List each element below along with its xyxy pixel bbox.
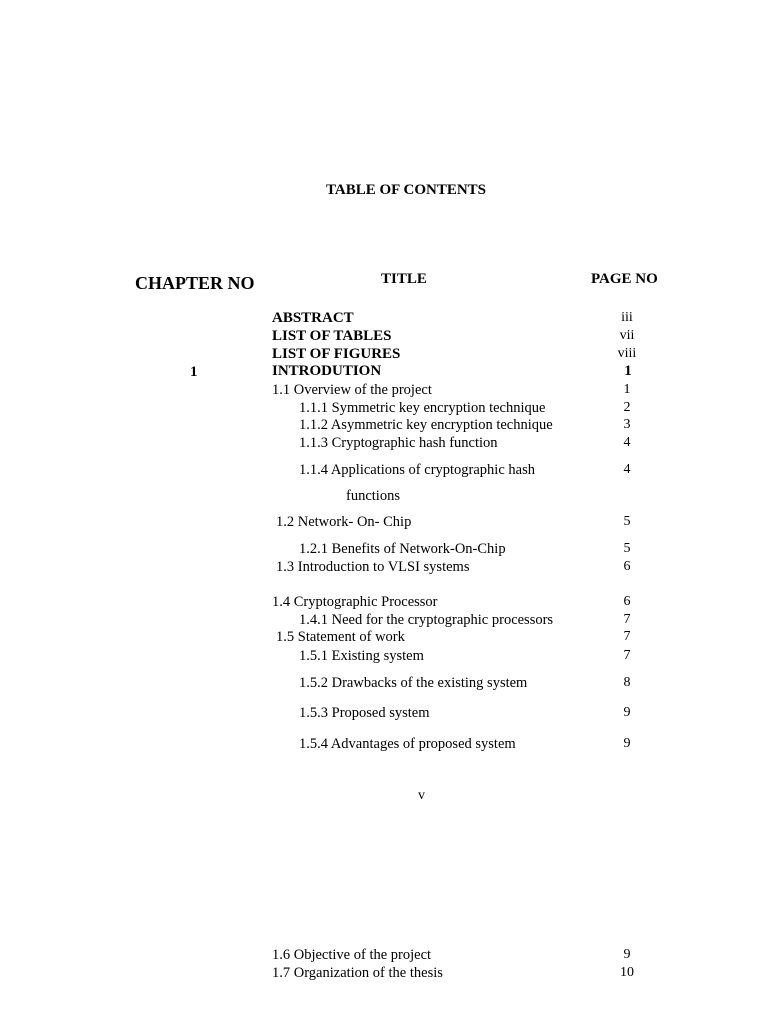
toc-entry-1-5-1: 1.5.1 Existing system: [299, 648, 424, 664]
page-title: TABLE OF CONTENTS: [325, 182, 487, 198]
toc-page-1-4: 6: [623, 594, 631, 609]
toc-entry-1-4: 1.4 Cryptographic Processor: [272, 594, 438, 610]
toc-entry-1-5-2: 1.5.2 Drawbacks of the existing system: [299, 675, 528, 691]
toc-entry-list-of-tables: LIST OF TABLES: [272, 328, 392, 344]
toc-entry-1-6: 1.6 Objective of the project: [272, 947, 432, 963]
toc-entry-1-2-1: 1.2.1 Benefits of Network-On-Chip: [299, 541, 506, 557]
toc-page-1-2-1: 5: [623, 541, 631, 556]
column-header-page: PAGE NO: [591, 271, 658, 287]
toc-page-1-3: 6: [623, 559, 631, 574]
toc-entry-1-1-2: 1.1.2 Asymmetric key encryption technique: [299, 417, 553, 433]
toc-entry-1-1-4: 1.1.4 Applications of cryptographic hash: [299, 462, 535, 478]
toc-entry-1-5-4: 1.5.4 Advantages of proposed system: [299, 736, 516, 752]
toc-page-1-6: 9: [623, 947, 631, 962]
column-header-chapter: CHAPTER NO: [135, 273, 255, 293]
toc-entry-abstract: ABSTRACT: [272, 310, 354, 326]
toc-page-1-7: 10: [620, 965, 634, 980]
chapter-number: 1: [190, 364, 198, 380]
toc-page-introduction: 1: [624, 363, 632, 379]
page-number: v: [418, 788, 425, 803]
toc-entry-1-2: 1.2 Network- On- Chip: [276, 514, 412, 530]
toc-entry-1-1: 1.1 Overview of the project: [272, 382, 432, 398]
toc-page-1-1-1: 2: [623, 400, 631, 415]
column-header-title: TITLE: [381, 271, 427, 287]
toc-page-1-1-2: 3: [623, 417, 631, 432]
toc-entry-1-3: 1.3 Introduction to VLSI systems: [276, 559, 470, 575]
toc-page-list-of-tables: vii: [619, 328, 635, 343]
toc-page-1-1-4: 4: [623, 462, 631, 477]
toc-entry-introduction: INTRODUTION: [272, 363, 382, 379]
toc-page-abstract: iii: [621, 310, 633, 325]
toc-entry-1-1-3: 1.1.3 Cryptographic hash function: [299, 435, 498, 451]
toc-page-1-4-1: 7: [623, 612, 631, 627]
toc-page-1-5-1: 7: [623, 648, 631, 663]
toc-page-1-1-3: 4: [623, 435, 631, 450]
toc-page-1-5-3: 9: [623, 705, 631, 720]
toc-entry-1-5: 1.5 Statement of work: [276, 629, 405, 645]
toc-entry-1-4-1: 1.4.1 Need for the cryptographic processors: [299, 612, 554, 628]
toc-entry-1-5-3: 1.5.3 Proposed system: [299, 705, 430, 721]
toc-entry-1-1-4-continued: functions: [346, 488, 400, 504]
toc-entry-1-1-1: 1.1.1 Symmetric key encryption technique: [299, 400, 546, 416]
toc-page-1-5-4: 9: [623, 736, 631, 751]
toc-entry-list-of-figures: LIST OF FIGURES: [272, 346, 401, 362]
toc-page-1-1: 1: [623, 382, 631, 397]
toc-page-1-5-2: 8: [623, 675, 631, 690]
toc-page-1-5: 7: [623, 629, 631, 644]
toc-page-list-of-figures: viii: [617, 346, 637, 361]
toc-entry-1-7: 1.7 Organization of the thesis: [272, 965, 443, 981]
toc-page-1-2: 5: [623, 514, 631, 529]
